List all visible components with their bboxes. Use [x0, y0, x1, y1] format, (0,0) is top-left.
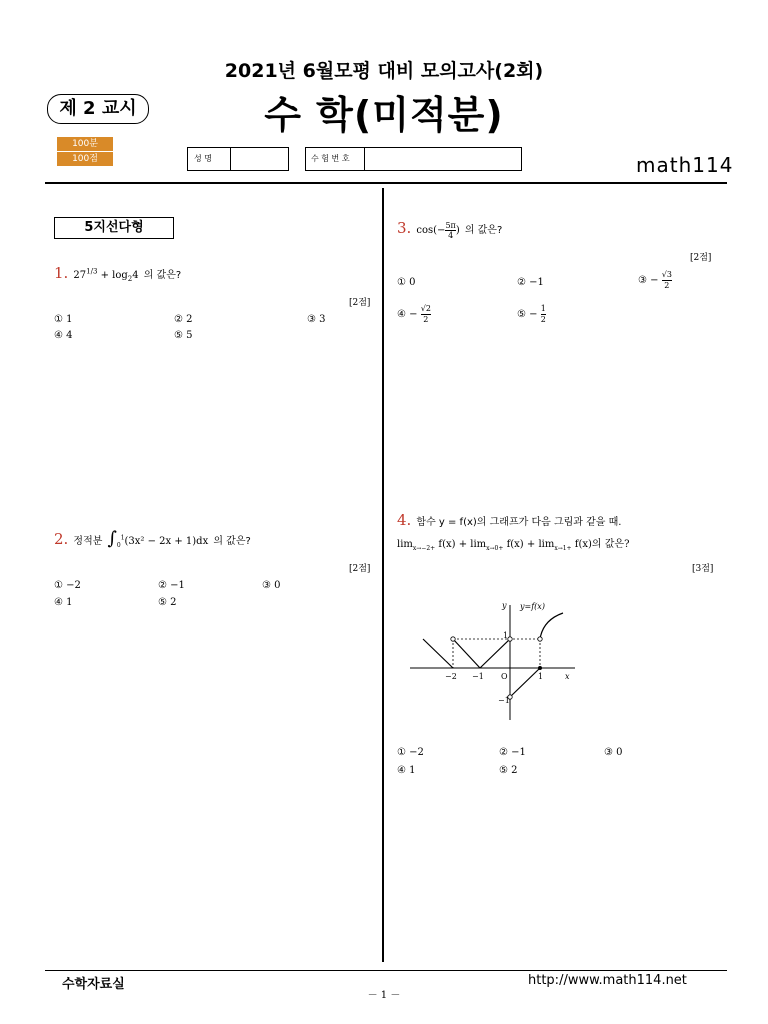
- q3-choice-3-label: ③ −: [638, 275, 659, 286]
- function-label: y=f(x): [520, 602, 545, 611]
- subject-title: 수 학(미적분): [264, 93, 504, 137]
- header-divider: [45, 182, 727, 184]
- graph-curve: [540, 613, 563, 639]
- question-4: [397, 510, 621, 529]
- q4-choice-3[interactable]: ③ 0: [604, 747, 623, 758]
- tick-origin: O: [501, 672, 508, 681]
- graph-segment: [423, 639, 453, 668]
- question-number: 2.: [54, 530, 69, 548]
- column-divider: [382, 188, 384, 962]
- question-3: [397, 218, 502, 240]
- q1-choice-2[interactable]: ② 2: [174, 314, 193, 325]
- q3-choice-4-label: ④ −: [397, 309, 418, 320]
- graph-segment: [510, 668, 540, 697]
- session-label: 제 2 교시: [47, 94, 149, 124]
- section-label: 5지선다형: [54, 217, 174, 239]
- q1-choice-3[interactable]: ③ 3: [307, 314, 326, 325]
- q2-text-pre: 정적분: [73, 536, 103, 547]
- q1-choice-1[interactable]: ① 1: [54, 314, 73, 325]
- q2-choice-5[interactable]: ⑤ 2: [158, 597, 177, 608]
- q4-choice-1[interactable]: ① −2: [397, 747, 424, 758]
- q4-graph: [405, 595, 585, 725]
- graph-segment: [453, 639, 480, 668]
- tick-y-neg1: −1: [498, 696, 510, 705]
- question-number: 3.: [397, 219, 412, 237]
- y-axis-label: y: [502, 601, 507, 610]
- q2-points: [2점]: [349, 564, 371, 574]
- exam-number-box: [305, 147, 522, 171]
- footer-site-name: 수학자료실: [62, 977, 125, 992]
- q4-limits: $\lim_{x\to-2+} f(x) + \lim_{x\to 0+} f(x) + \lim_{x\to 1+} f(x)$의 값은?: [397, 539, 630, 552]
- name-label: 성 명: [194, 154, 212, 163]
- q4-choice-5[interactable]: ⑤ 2: [499, 765, 518, 776]
- q4-choice-4[interactable]: ④ 1: [397, 765, 416, 776]
- q2-choice-2[interactable]: ② −1: [158, 580, 185, 591]
- open-point: [451, 637, 455, 641]
- open-point: [538, 637, 542, 641]
- q4-points: [3점]: [692, 564, 714, 574]
- exam-title: 2021년 6월모평 대비 모의고사(2회): [224, 60, 544, 82]
- tick-y1: 1: [503, 631, 509, 640]
- q3-choice-4[interactable]: ④ − $\frac{√2}{2}$: [397, 304, 431, 324]
- q2-choice-1[interactable]: ① −2: [54, 580, 81, 591]
- q2-choice-4[interactable]: ④ 1: [54, 597, 73, 608]
- tick-1: 1: [538, 672, 544, 681]
- tick-neg2: −2: [445, 672, 457, 681]
- q4-text: 함수 y = f(x)의 그래프가 다음 그림과 같을 때.: [416, 517, 622, 528]
- graph-segment: [480, 639, 510, 668]
- q3-choice-5-label: ⑤ −: [517, 309, 538, 320]
- question-number: 1.: [54, 264, 69, 282]
- q1-expression: $27^{1/3} + \log_24$: [73, 267, 139, 283]
- q2-integral: $\int_0^1(3x^2 - 2x + 1)dx$: [107, 528, 209, 549]
- q3-expression: cos(− $\frac{5\pi}{4}$ ): [416, 221, 460, 240]
- q1-points: [2점]: [349, 298, 371, 308]
- q1-text: 의 값은?: [143, 270, 182, 281]
- tick-neg1: −1: [472, 672, 484, 681]
- time-badge: 100분: [57, 137, 113, 151]
- q3-choice-2[interactable]: ② −1: [517, 277, 544, 288]
- page-number: － 1 －: [367, 990, 401, 1001]
- q3-choice-3[interactable]: ③ − $\frac{√3}{2}$: [638, 270, 672, 290]
- q3-text: 의 값은?: [464, 225, 503, 236]
- q3-choice-5[interactable]: ⑤ − $\frac{1}{2}$: [517, 304, 546, 324]
- q1-choice-5[interactable]: ⑤ 5: [174, 330, 193, 341]
- q2-choice-3[interactable]: ③ 0: [262, 580, 281, 591]
- q4-choice-2[interactable]: ② −1: [499, 747, 526, 758]
- name-box: [187, 147, 289, 171]
- q2-text-post: 의 값은?: [213, 536, 251, 547]
- footer-divider: [45, 970, 727, 971]
- question-number: 4.: [397, 511, 412, 529]
- x-axis-label: x: [565, 672, 570, 681]
- exam-number-label: 수 험 번 호: [311, 154, 350, 163]
- q4-text2: 의 값은?: [591, 539, 630, 550]
- question-1: [54, 263, 181, 283]
- closed-point: [538, 666, 542, 670]
- question-2: [54, 528, 251, 549]
- brand-label: math114: [636, 153, 734, 177]
- q3-choice-1[interactable]: ① 0: [397, 277, 416, 288]
- footer-url[interactable]: http://www.math114.net: [528, 973, 687, 988]
- open-point: [508, 637, 512, 641]
- score-badge: 100점: [57, 152, 113, 166]
- q3-points: [2점]: [690, 253, 712, 263]
- q1-choice-4[interactable]: ④ 4: [54, 330, 73, 341]
